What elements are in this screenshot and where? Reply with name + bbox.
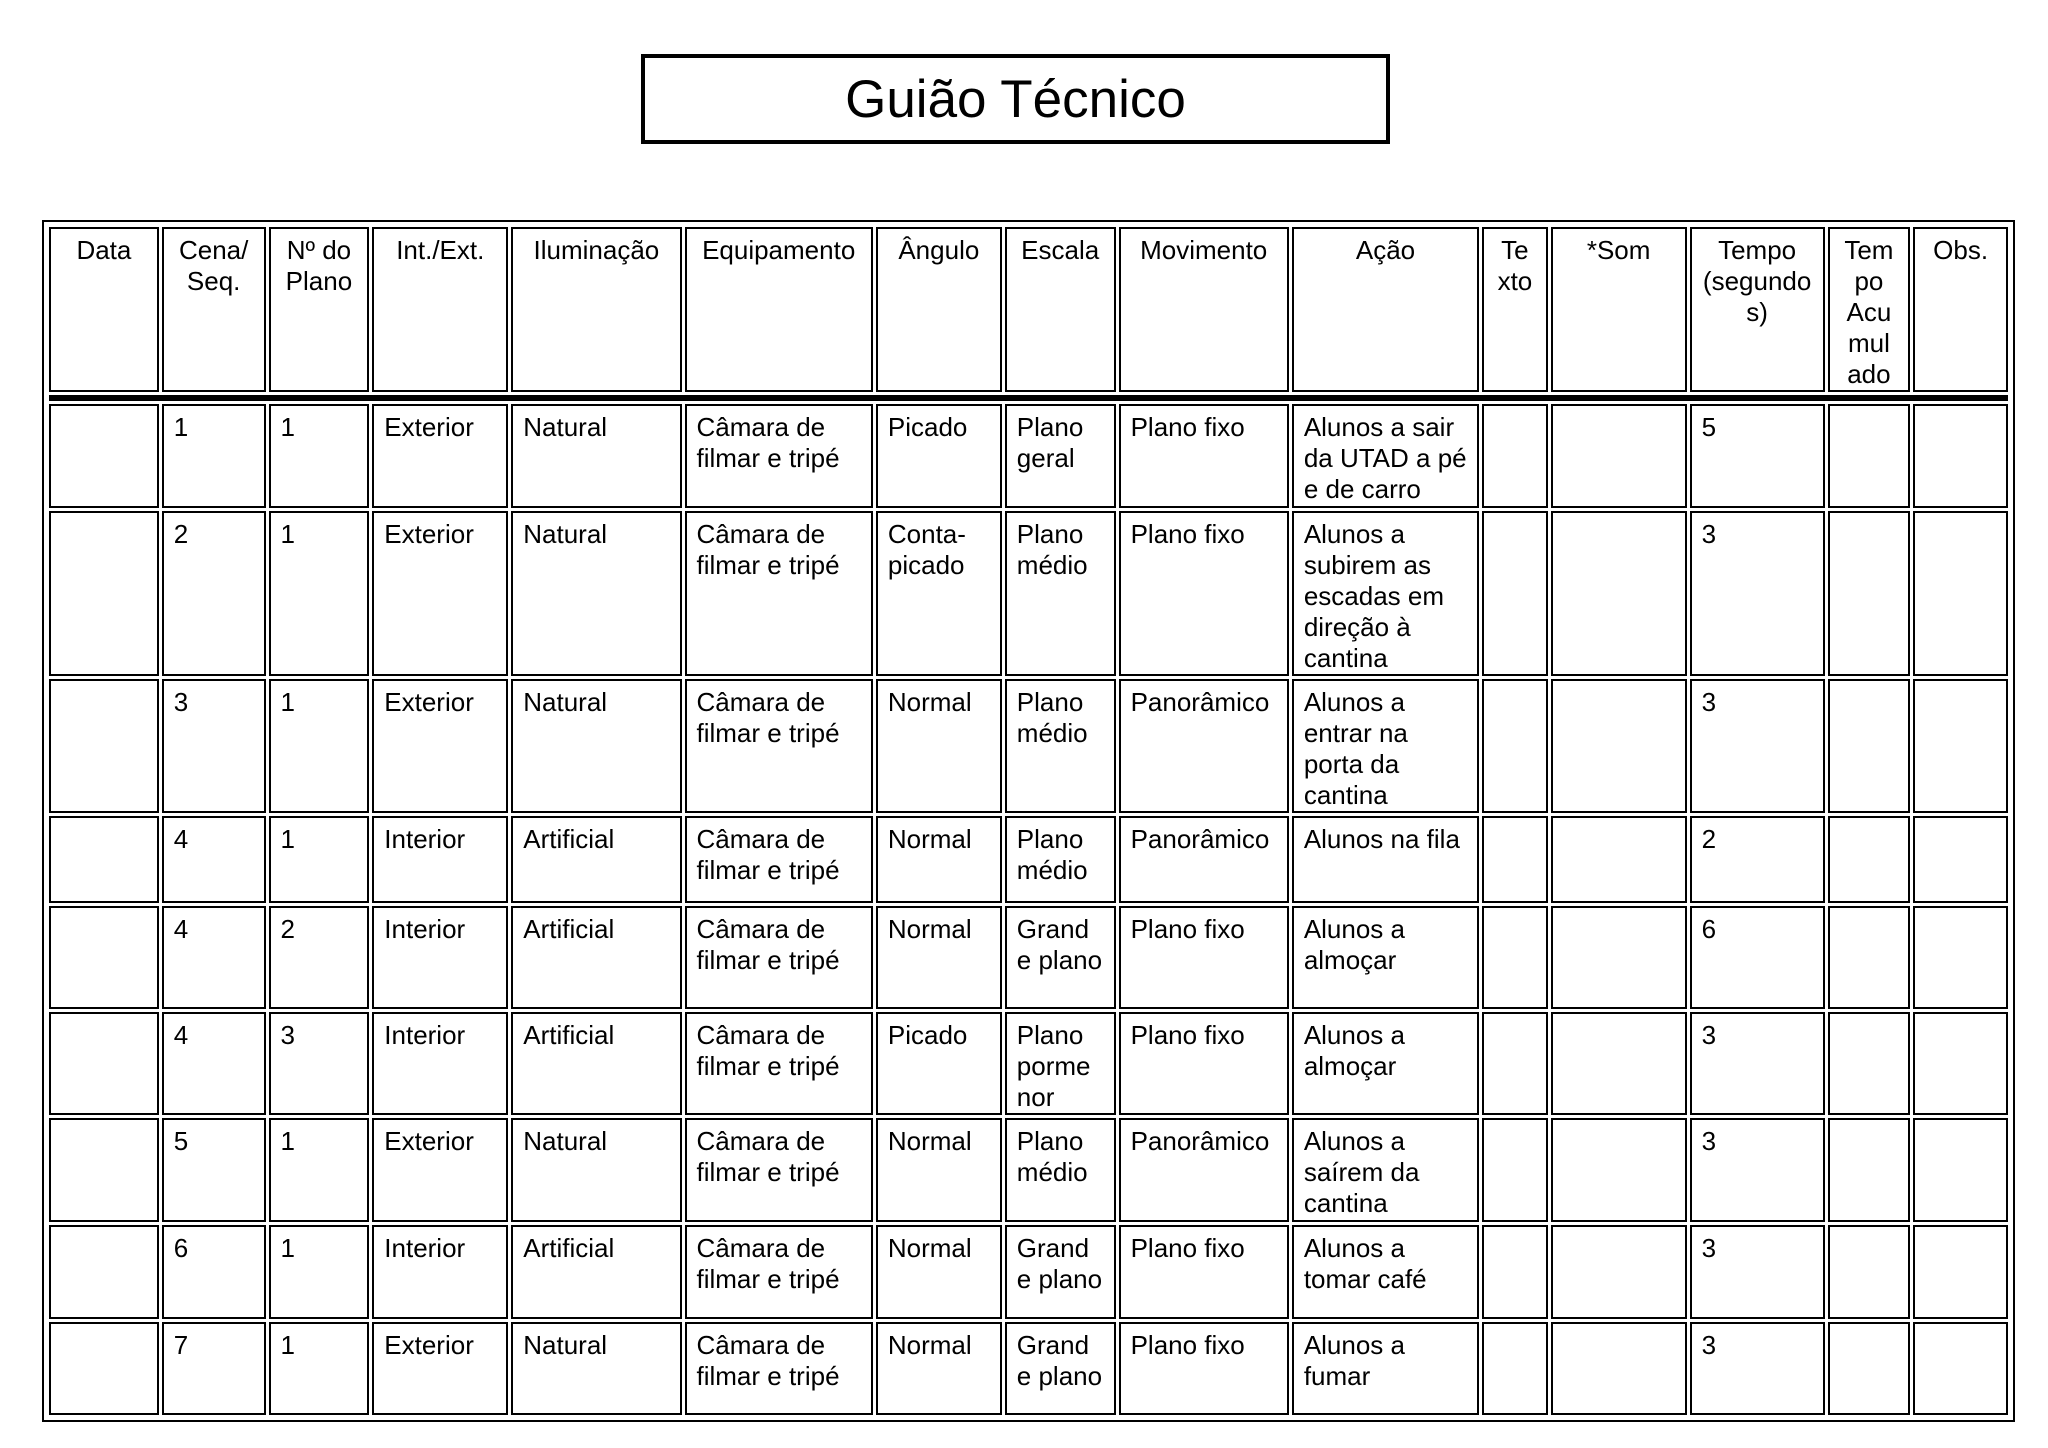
cell-int-ext: Interior (372, 1225, 508, 1319)
guiao-table (46, 224, 2011, 1418)
cell-escala: Plano porme nor (1005, 1012, 1116, 1115)
column-header-tempo: Tempo (segundo s) (1690, 227, 1825, 392)
cell-iluminacao: Artificial (511, 816, 681, 903)
cell-acao: Alunos a saírem da cantina (1292, 1118, 1479, 1222)
cell-tempo: 6 (1690, 906, 1825, 1009)
cell-obs (1913, 511, 2008, 676)
table-row (49, 816, 2008, 903)
cell-obs (1913, 679, 2008, 813)
column-header-texto: Te xto (1482, 227, 1547, 392)
header-separator (49, 395, 2008, 401)
cell-cena-seq: 3 (162, 679, 266, 813)
cell-movimento: Plano fixo (1119, 906, 1289, 1009)
cell-n-plano: 3 (269, 1012, 370, 1115)
cell-cena-seq: 4 (162, 816, 266, 903)
cell-tempo: 3 (1690, 1012, 1825, 1115)
cell-obs (1913, 1012, 2008, 1115)
table-row (49, 679, 2008, 813)
column-header-iluminacao: Iluminação (511, 227, 681, 392)
cell-obs (1913, 906, 2008, 1009)
cell-tempo-acumulado (1828, 1322, 1911, 1415)
cell-int-ext: Interior (372, 1012, 508, 1115)
cell-n-plano: 1 (269, 1322, 370, 1415)
cell-n-plano: 1 (269, 679, 370, 813)
cell-obs (1913, 1118, 2008, 1222)
cell-n-plano: 1 (269, 1118, 370, 1222)
cell-data (49, 1322, 159, 1415)
cell-angulo: Normal (876, 1118, 1002, 1222)
cell-tempo: 3 (1690, 1322, 1825, 1415)
cell-som (1551, 1322, 1687, 1415)
cell-acao: Alunos a sair da UTAD a pé e de carro (1292, 404, 1479, 508)
cell-data (49, 679, 159, 813)
cell-int-ext: Exterior (372, 404, 508, 508)
cell-som (1551, 816, 1687, 903)
cell-angulo: Picado (876, 1012, 1002, 1115)
cell-texto (1482, 816, 1547, 903)
table-row (49, 1322, 2008, 1415)
cell-tempo: 5 (1690, 404, 1825, 508)
column-header-angulo: Ângulo (876, 227, 1002, 392)
cell-iluminacao: Natural (511, 679, 681, 813)
cell-tempo: 3 (1690, 511, 1825, 676)
cell-equipamento: Câmara de filmar e tripé (685, 1012, 873, 1115)
cell-cena-seq: 2 (162, 511, 266, 676)
cell-obs (1913, 1225, 2008, 1319)
cell-cena-seq: 4 (162, 906, 266, 1009)
cell-angulo: Picado (876, 404, 1002, 508)
cell-obs (1913, 816, 2008, 903)
cell-som (1551, 679, 1687, 813)
cell-equipamento: Câmara de filmar e tripé (685, 511, 873, 676)
table-body (49, 404, 2008, 1415)
cell-tempo-acumulado (1828, 816, 1911, 903)
header-separator-line (49, 395, 2008, 401)
cell-texto (1482, 679, 1547, 813)
cell-escala: Grand e plano (1005, 1322, 1116, 1415)
cell-angulo: Normal (876, 1225, 1002, 1319)
cell-movimento: Plano fixo (1119, 404, 1289, 508)
cell-tempo-acumulado (1828, 1225, 1911, 1319)
cell-data (49, 906, 159, 1009)
cell-n-plano: 1 (269, 404, 370, 508)
cell-data (49, 404, 159, 508)
cell-iluminacao: Natural (511, 1118, 681, 1222)
column-header-acao: Ação (1292, 227, 1479, 392)
cell-cena-seq: 1 (162, 404, 266, 508)
cell-movimento: Panorâmico (1119, 816, 1289, 903)
cell-som (1551, 906, 1687, 1009)
table-row (49, 1012, 2008, 1115)
cell-escala: Plano geral (1005, 404, 1116, 508)
cell-iluminacao: Natural (511, 511, 681, 676)
cell-tempo: 3 (1690, 1118, 1825, 1222)
cell-data (49, 1118, 159, 1222)
cell-texto (1482, 1118, 1547, 1222)
cell-som (1551, 511, 1687, 676)
cell-acao: Alunos a fumar (1292, 1322, 1479, 1415)
cell-texto (1482, 511, 1547, 676)
cell-texto (1482, 1225, 1547, 1319)
column-header-tempo-acumulado: Tem po Acu mul ado (1828, 227, 1911, 392)
cell-escala: Plano médio (1005, 679, 1116, 813)
cell-tempo-acumulado (1828, 1012, 1911, 1115)
cell-cena-seq: 7 (162, 1322, 266, 1415)
cell-escala: Plano médio (1005, 1118, 1116, 1222)
cell-equipamento: Câmara de filmar e tripé (685, 1225, 873, 1319)
cell-angulo: Normal (876, 816, 1002, 903)
column-header-equipamento: Equipamento (685, 227, 873, 392)
table-row (49, 1225, 2008, 1319)
technical-script-table (42, 220, 2015, 1422)
table-row (49, 1118, 2008, 1222)
cell-acao: Alunos a entrar na porta da cantina (1292, 679, 1479, 813)
cell-iluminacao: Natural (511, 1322, 681, 1415)
cell-tempo-acumulado (1828, 511, 1911, 676)
cell-data (49, 816, 159, 903)
cell-data (49, 511, 159, 676)
cell-n-plano: 1 (269, 511, 370, 676)
cell-equipamento: Câmara de filmar e tripé (685, 1322, 873, 1415)
cell-n-plano: 1 (269, 816, 370, 903)
cell-data (49, 1225, 159, 1319)
cell-int-ext: Exterior (372, 1118, 508, 1222)
column-header-escala: Escala (1005, 227, 1116, 392)
cell-texto (1482, 404, 1547, 508)
cell-som (1551, 1225, 1687, 1319)
cell-acao: Alunos a tomar café (1292, 1225, 1479, 1319)
table-row (49, 906, 2008, 1009)
cell-obs (1913, 404, 2008, 508)
cell-int-ext: Exterior (372, 511, 508, 676)
cell-tempo-acumulado (1828, 404, 1911, 508)
cell-int-ext: Interior (372, 816, 508, 903)
cell-movimento: Panorâmico (1119, 1118, 1289, 1222)
cell-iluminacao: Natural (511, 404, 681, 508)
cell-tempo-acumulado (1828, 679, 1911, 813)
table-row (49, 511, 2008, 676)
cell-acao: Alunos a almoçar (1292, 1012, 1479, 1115)
cell-texto (1482, 906, 1547, 1009)
cell-escala: Grand e plano (1005, 906, 1116, 1009)
cell-angulo: Normal (876, 1322, 1002, 1415)
document-title-text: Guião Técnico (845, 69, 1186, 129)
cell-int-ext: Exterior (372, 679, 508, 813)
cell-angulo: Normal (876, 679, 1002, 813)
cell-n-plano: 1 (269, 1225, 370, 1319)
column-header-n-plano: Nº do Plano (269, 227, 370, 392)
cell-acao: Alunos na fila (1292, 816, 1479, 903)
cell-iluminacao: Artificial (511, 1012, 681, 1115)
cell-n-plano: 2 (269, 906, 370, 1009)
header-row (49, 227, 2008, 392)
column-header-obs: Obs. (1913, 227, 2008, 392)
cell-tempo: 3 (1690, 679, 1825, 813)
cell-iluminacao: Artificial (511, 1225, 681, 1319)
cell-cena-seq: 6 (162, 1225, 266, 1319)
cell-som (1551, 404, 1687, 508)
cell-int-ext: Interior (372, 906, 508, 1009)
cell-tempo: 2 (1690, 816, 1825, 903)
cell-angulo: Normal (876, 906, 1002, 1009)
cell-escala: Grand e plano (1005, 1225, 1116, 1319)
cell-cena-seq: 4 (162, 1012, 266, 1115)
cell-texto (1482, 1322, 1547, 1415)
cell-movimento: Plano fixo (1119, 511, 1289, 676)
cell-equipamento: Câmara de filmar e tripé (685, 404, 873, 508)
cell-som (1551, 1012, 1687, 1115)
cell-equipamento: Câmara de filmar e tripé (685, 906, 873, 1009)
cell-acao: Alunos a almoçar (1292, 906, 1479, 1009)
cell-equipamento: Câmara de filmar e tripé (685, 816, 873, 903)
cell-int-ext: Exterior (372, 1322, 508, 1415)
cell-obs (1913, 1322, 2008, 1415)
cell-tempo: 3 (1690, 1225, 1825, 1319)
cell-data (49, 1012, 159, 1115)
cell-angulo: Conta-picado (876, 511, 1002, 676)
cell-movimento: Plano fixo (1119, 1322, 1289, 1415)
cell-tempo-acumulado (1828, 1118, 1911, 1222)
cell-movimento: Plano fixo (1119, 1225, 1289, 1319)
cell-escala: Plano médio (1005, 511, 1116, 676)
column-header-som: *Som (1551, 227, 1687, 392)
cell-equipamento: Câmara de filmar e tripé (685, 679, 873, 813)
document-title (641, 54, 1390, 144)
table-row (49, 404, 2008, 508)
cell-som (1551, 1118, 1687, 1222)
cell-texto (1482, 1012, 1547, 1115)
cell-equipamento: Câmara de filmar e tripé (685, 1118, 873, 1222)
column-header-data: Data (49, 227, 159, 392)
cell-cena-seq: 5 (162, 1118, 266, 1222)
cell-iluminacao: Artificial (511, 906, 681, 1009)
column-header-movimento: Movimento (1119, 227, 1289, 392)
column-header-cena-seq: Cena/ Seq. (162, 227, 266, 392)
cell-tempo-acumulado (1828, 906, 1911, 1009)
cell-movimento: Plano fixo (1119, 1012, 1289, 1115)
cell-escala: Plano médio (1005, 816, 1116, 903)
column-header-int-ext: Int./Ext. (372, 227, 508, 392)
cell-movimento: Panorâmico (1119, 679, 1289, 813)
cell-acao: Alunos a subirem as escadas em direção à cantina (1292, 511, 1479, 676)
